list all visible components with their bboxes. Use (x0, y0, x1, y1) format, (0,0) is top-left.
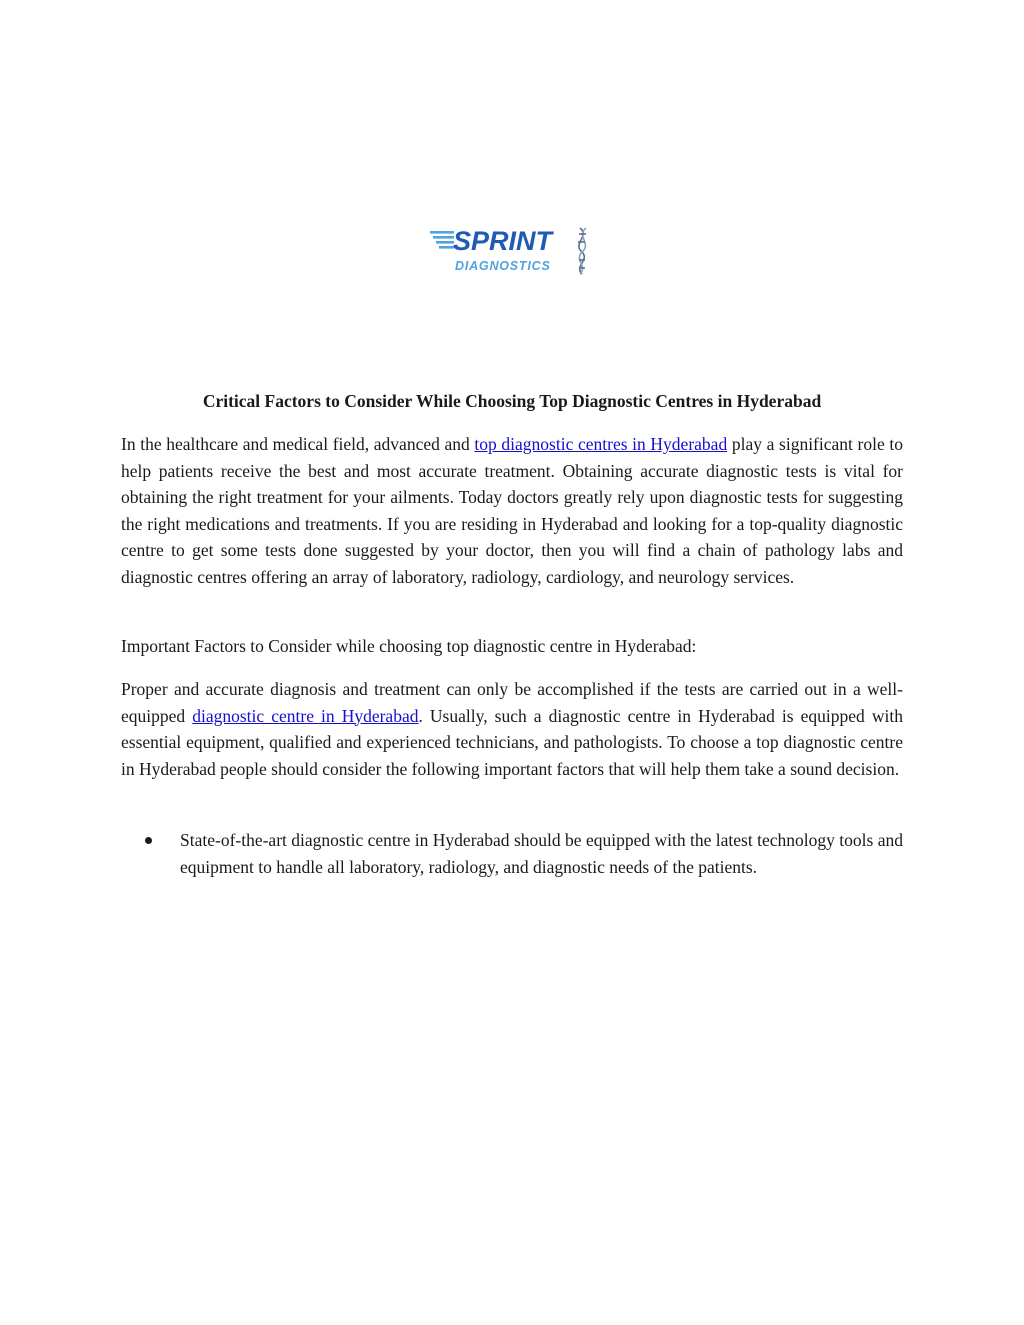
document-title: Critical Factors to Consider While Choosing Top Diagnostic Centres in Hyderabad (202, 391, 822, 411)
paragraph-diagnosis (121, 676, 903, 782)
paragraph-intro-text-after: play a significant role to help patients receive the best and most accurate treatment. Obtaining accurate diagnostic tests is vital for obtaining the right treatment for your ailments. Today doctors greatly rely upon diagnostic tests for suggesting the right medications and treatments. If you are residing in Hyderabad and looking for a top-quality diagnostic centre to get some tests done suggested by your doctor, then you will find a chain of pathology labs and diagnostic centres offering an array of laboratory, radiology, cardiology, and neurology services. (121, 434, 903, 587)
sprint-diagnostics-logo (428, 222, 598, 278)
list-item-text: State-of-the-art diagnostic centre in Hyderabad should be equipped with the latest technology tools and equipment to handle all laboratory, radiology, and diagnostic needs of the patients. (180, 830, 903, 877)
paragraph-intro (121, 431, 903, 591)
list-item (121, 827, 903, 880)
logo-line1: SPRINT (453, 226, 553, 256)
speed-lines-icon (430, 231, 454, 249)
diagnostic-centre-link[interactable]: diagnostic centre in Hyderabad (192, 705, 419, 726)
paragraph-diagnosis-text-before: Proper and accurate diagnosis and treatment can only be accomplished if the tests are carried out in a well-equipped (121, 679, 903, 726)
factors-list (121, 827, 903, 880)
logo-graphic (428, 222, 598, 278)
paragraph-factors-heading: Important Factors to Consider while choosing top diagnostic centre in Hyderabad: (121, 636, 697, 656)
paragraph-intro-text-before: In the healthcare and medical field, advanced and (121, 434, 475, 454)
top-diagnostic-centres-link[interactable]: top diagnostic centres in Hyderabad (474, 434, 728, 454)
dna-helix-icon (578, 228, 586, 274)
bullet-icon (145, 837, 152, 844)
paragraph-diagnosis-text-after: . Usually, such a diagnostic centre in Hyderabad is equipped with essential equipment, qualified and experienced technicians, and pathologists. To choose a top diagnostic centre in Hyderabad people should consider the following important factors that will help them take a sound decision. (121, 705, 903, 779)
logo-line2: DIAGNOSTICS (455, 259, 551, 273)
